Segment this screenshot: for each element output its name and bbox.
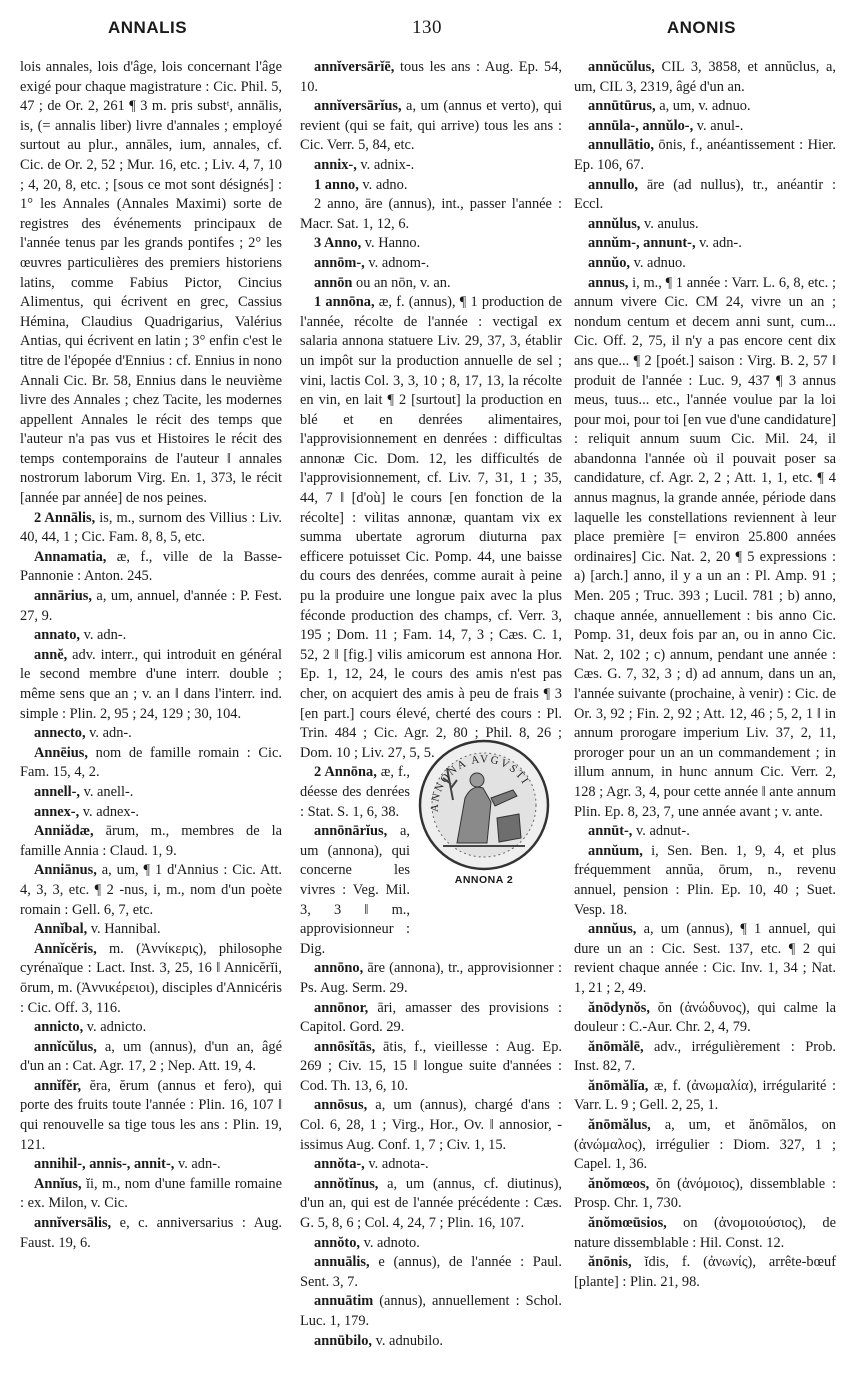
dictionary-entry — [20, 724, 282, 744]
entry-headword: annŏta-, — [314, 1156, 365, 1173]
dictionary-entry — [20, 626, 282, 646]
entry-headword: annŭo, — [588, 254, 630, 271]
dictionary-entry — [574, 176, 836, 215]
dictionary-entry — [574, 274, 836, 823]
entry-body: a, um (annus), d'un an, âgé d'un an : Cat. Agr. 17, 2 ; Nep. Att. 19, 4. — [20, 1038, 282, 1075]
dictionary-entry — [574, 117, 836, 137]
entry-body: ĕra, ĕrum (annus et fero), qui porte des fruits toute l'année : Plin. 16, 107 ‖ qui renouvelle sa tige tous les ans : Plin. 19, 121. — [20, 1077, 282, 1153]
dictionary-entry — [20, 822, 282, 861]
dictionary-entry — [574, 920, 836, 998]
dictionary-entry — [300, 1155, 562, 1175]
entry-headword: annuātim — [314, 1293, 374, 1310]
dictionary-entry — [20, 1155, 282, 1175]
entry-headword: annārius, — [34, 588, 92, 605]
entry-body: v. anell-. — [79, 783, 134, 800]
entry-headword: annūbilo, — [314, 1332, 372, 1349]
dictionary-entry — [20, 940, 282, 1018]
entry-headword: ănōmălĭa, — [588, 1077, 649, 1094]
entry-headword: ănōdynŏs, — [588, 999, 650, 1016]
dictionary-entry — [300, 1292, 562, 1331]
dictionary-entry — [300, 959, 562, 998]
dictionary-entry — [574, 1116, 836, 1175]
entry-headword: annŭum, — [588, 842, 643, 859]
entry-body: ātis, f., vieillesse : Aug. Ep. 269 ; Civ. 15, 15 ‖ longue suite d'années : Cod. Th. 13, 6, 10. — [300, 1038, 562, 1094]
entry-headword: annĕ, — [34, 646, 68, 663]
entry-headword: Annēius, — [34, 744, 88, 761]
entry-body: tous les ans : Aug. Ep. 54, 10. — [300, 59, 562, 95]
entry-headword: annōsus, — [314, 1097, 368, 1114]
dictionary-entry — [300, 58, 562, 97]
dictionary-entry — [574, 97, 836, 117]
entry-body: ārum, m., membres de la famille Annia : Claud. 1, 9. — [20, 823, 282, 859]
dictionary-entry — [20, 744, 282, 783]
dictionary-entry — [300, 1175, 562, 1234]
dictionary-entry — [574, 234, 836, 254]
dictionary-entry — [300, 1253, 562, 1292]
dictionary-entry — [300, 1038, 562, 1097]
entry-headword: annūt-, — [588, 823, 633, 840]
entry-headword: ănōnis, — [588, 1254, 632, 1271]
entry-headword: ănŏmœūsios, — [588, 1215, 667, 1232]
entry-body: v. Hannibal. — [87, 921, 161, 938]
dictionary-entry — [574, 136, 836, 175]
column-3 — [574, 58, 836, 1292]
entry-body: a, um (annona), qui concerne les vivres : Veg. Mil. 3, 3 ‖ m., approvisionneur : Dig. — [300, 823, 410, 957]
entry-headword: annōsĭtās, — [314, 1038, 376, 1055]
entry-body: on (ἀνομοιούσιος), de nature dissemblable : Hil. Const. 12. — [574, 1215, 836, 1251]
entry-body: v. adn-. — [85, 725, 132, 742]
dictionary-entry — [300, 254, 562, 274]
entry-headword: annuālis, — [314, 1254, 370, 1271]
entry-body: ŏn (ἀνώδυνος), qui calme la douleur : C.-Aur. Chr. 2, 4, 79. — [574, 999, 836, 1036]
entry-headword: annūtūrus, — [588, 98, 656, 115]
entry-body: nom de famille romain : Cic. Fam. 15, 4, 2. — [20, 744, 282, 781]
entry-headword: Annĭcĕris, — [34, 940, 97, 957]
entry-body: v. adn-. — [695, 235, 742, 252]
entry-body: (annus), annuellement : Schol. Luc. 1, 179. — [300, 1293, 562, 1329]
entry-headword: annix-, — [314, 156, 357, 173]
entry-headword: annŭm-, annunt-, — [588, 235, 696, 252]
entry-body: m. (Ἀννίκερις), philosophe cyrénaïque : Lact. Inst. 3, 25, 16 ‖ Annicĕrĭi, ōrum, m. (Ἀννικέρειοι), disciples d'Annicéris : Cic. Off. 3, 116. — [20, 940, 282, 1016]
entry-headword: annullo, — [588, 176, 638, 193]
entry-headword: annŏtĭnus, — [314, 1175, 379, 1192]
entry-body: CIL 3, 3858, et annŭclus, a, um, CIL 3, 2319, âgé d'un an. — [574, 59, 836, 95]
entry-body: v. adn-. — [174, 1156, 221, 1173]
entry-body: e (annus), de l'année : Paul. Sent. 3, 7. — [300, 1254, 562, 1290]
entry-body: ĭdis, f. (ἀνωνίς), arrête-bœuf [plante] : Plin. 21, 98. — [574, 1254, 836, 1290]
entry-headword: Annamatia, — [34, 548, 107, 565]
dictionary-entry — [300, 1234, 562, 1254]
dictionary-entry — [20, 783, 282, 803]
entry-body: a, um, ¶ 1 d'Annius : Cic. Att. 4, 3, 3, etc. ¶ 2 -nus, i, m., nom d'un poète romain : Gell. 6, 7, etc. — [20, 862, 282, 918]
entry-body: v. adnota-. — [364, 1156, 429, 1173]
dictionary-entry — [574, 999, 836, 1038]
entry-body: is, m., surnom des Villius : Liv. 40, 44, 1 ; Cic. Fam. 8, 8, 5, etc. — [20, 509, 282, 546]
dictionary-entry — [20, 1038, 282, 1077]
dictionary-entry — [300, 1096, 562, 1155]
dictionary-entry — [20, 587, 282, 626]
entry-headword: 3 Anno, — [314, 235, 362, 252]
entry-headword: annus, — [588, 274, 629, 291]
entry-headword: annŭus, — [588, 921, 637, 938]
dictionary-entry — [574, 1175, 836, 1214]
column-2 — [300, 58, 562, 1351]
entry-body: v. adnoto. — [359, 1234, 420, 1251]
running-head-left: ANNALIS — [108, 18, 188, 37]
entry-body: ou an nōn, v. an. — [352, 274, 451, 291]
dictionary-entry — [300, 234, 562, 254]
entry-body: v. Hanno. — [361, 235, 421, 252]
dictionary-entry — [20, 1018, 282, 1038]
entry-headword: annex-, — [34, 803, 80, 820]
entry-body: v. anulus. — [640, 215, 699, 232]
entry-body: a, um, et ănōmălos, on (ἀνώμαλος), irrégulier : Diom. 327, 1 ; Capel. 1, 36. — [574, 1117, 836, 1173]
dictionary-entry — [574, 1038, 836, 1077]
entry-headword: annŭlus, — [588, 215, 641, 232]
entry-headword: ănōmălē, — [588, 1038, 644, 1055]
dictionary-entry — [574, 1077, 836, 1116]
entry-body: ŏn (ἀνόμοιος), dissemblable : Prosp. Chr. 1, 730. — [574, 1175, 836, 1212]
dictionary-entry — [20, 803, 282, 823]
dictionary-entry — [574, 842, 836, 920]
entry-headword: annōno, — [314, 960, 364, 977]
dictionary-entry — [20, 548, 282, 587]
entry-headword: annecto, — [34, 725, 86, 742]
entry-headword: annōnor, — [314, 999, 369, 1016]
entry-body: a, um (annus), ¶ 1 annuel, qui dure un an : Cic. Sest. 137, etc. ¶ 2 qui revient chaque année : Cic. Inv. 1, 34 ; Nat. 1, 21 ; 2, 49. — [574, 921, 836, 996]
entry-body: v. adno. — [358, 176, 408, 193]
entry-headword: annūla-, annŭlo-, — [588, 117, 694, 134]
coin-legend: ANNONA AVGVSTI — [428, 753, 532, 813]
entry-body: āre (ad nullus), tr., anéantir : Eccl. — [574, 176, 836, 213]
entry-headword: 2 Annōna, — [314, 764, 377, 781]
entry-body: æ, f., ville de la Basse-Pannonie : Anton. 245. — [20, 548, 282, 585]
entry-headword: annŏto, — [314, 1234, 360, 1251]
dictionary-entry — [20, 920, 282, 940]
entry-body: a, um (annus et verto), qui revient (qui se fait, qui arrive) tous les ans : Cic. Verr. 5, 84, etc. — [300, 98, 562, 154]
entry-body: v. adnubilo. — [372, 1332, 444, 1349]
entry-headword: annĭversārĭus, — [314, 98, 402, 115]
annona-coin-figure — [410, 738, 558, 888]
entry-headword: annĭversālis, — [34, 1215, 112, 1232]
entry-body: v. adnuo. — [630, 254, 686, 271]
dictionary-entry — [300, 999, 562, 1038]
dictionary-entry — [20, 1077, 282, 1155]
entry-body: 2 anno, āre (annus), int., passer l'année : Macr. Sat. 1, 12, 6. — [300, 196, 562, 232]
dictionary-entry — [300, 274, 562, 294]
entry-headword: annōnārĭus, — [314, 823, 388, 840]
dictionary-entry — [574, 58, 836, 97]
entry-body: lois annales, lois d'âge, lois concernant l'âge exigé pour chaque magistrature : Cic. Phil. 5, 47 ; de Or. 2, 261 ¶ 3 m. pris substᵗ, annālis, is, (= annalis liber) livre d'annales ; employé surtout au plur., annāles, ium, annales, cf. Cic. de Or. 2, 52 ; Mur. 16, etc. ; Liv. 4, 7, 10 ; 4, 20, 8, etc. ; [sous ce mot sont désignés] : 1° les Annales (Annales Maximi) sorte de registres des événements principaux de l'année tenus par les grands pontifes ; 2° les œuvres particulières des premiers historiens latins, comme Fabius Pictor, Cincius Alimentus, qui écrivent en grec, Cassius Hémina, Claudius Quadrigarius, Valérius Antias, qui écrivent en latin ; 3° enfin c'est le titre de l'épopée d'Ennius : cf. Ennius in nono Annali Cic. Br. 58, Ennius dans le neuvième livre des Annales ; chez Tacite, les modernes appellent Annales le récit des temps que l'auteur n'a pas vus et Histoires le récit des temps contemporains de l'auteur ‖ annales nostrorum laborum Virg. En. 1, 373, le récit [année par année] de nos peines. — [20, 59, 282, 507]
page-header — [0, 18, 854, 48]
dictionary-entry — [20, 1214, 282, 1253]
entry-body: v. adn-. — [79, 627, 127, 644]
entry-headword: 1 anno, — [314, 176, 359, 193]
entry-body: v. anul-. — [693, 117, 744, 134]
entry-body: e, c. anniversarius : Aug. Faust. 19, 6. — [20, 1215, 282, 1251]
dictionary-entry — [300, 293, 562, 763]
entry-headword: 1 annōna, — [314, 294, 375, 311]
entry-headword: annĭfĕr, — [34, 1077, 82, 1094]
entry-headword: annĭversārĭē, — [314, 59, 395, 75]
entry-headword: ănŏmœos, — [588, 1175, 650, 1192]
entry-headword: annell-, — [34, 783, 80, 800]
column-1 — [20, 58, 282, 1253]
figure-caption: ANNONA 2 — [454, 874, 514, 886]
dictionary-entry — [574, 1253, 836, 1292]
entry-body: æ, f., déesse des denrées : Stat. S. 1, 6, 38. — [300, 764, 410, 820]
entry-headword: Annĭus, — [34, 1175, 82, 1192]
dictionary-entry — [574, 215, 836, 235]
entry-body: a, um (annus), chargé d'ans : Col. 6, 28, 1 ; Virg., Hor., Ov. ‖ annosior, -issimus Aug. Conf. 1, 7 ; Civ. 1, 15. — [300, 1097, 562, 1153]
entry-body: adv. interr., qui introduit en général le second membre d'une interr. double ; même sens que an ; v. an ‖ dans l'interr. ind. simple : Plin. 2, 95 ; 24, 129 ; 30, 104. — [20, 646, 282, 722]
entry-body: v. adnom-. — [364, 254, 430, 271]
entry-body: æ, f. (ἀνωμαλία), irrégularité : Varr. L. 9 ; Gell. 2, 25, 1. — [574, 1077, 836, 1114]
page-number: 130 — [412, 17, 442, 38]
dictionary-entry — [20, 1175, 282, 1214]
dictionary-entry — [300, 176, 562, 196]
entry-body: v. adnicto. — [83, 1019, 147, 1036]
entry-body: v. adnix-. — [356, 156, 415, 173]
entry-headword: annato, — [34, 627, 80, 644]
entry-body: a, um (annus, cf. diutinus), d'un an, qui est de l'année précédente : Cæs. G. 5, 8, 6 ; Col. 4, 24, 7 ; Plin. 16, 107. — [300, 1175, 562, 1232]
dictionary-entry — [20, 646, 282, 724]
dictionary-entry — [300, 1332, 562, 1352]
entry-headword: Anniānus, — [34, 862, 97, 879]
entry-body: a, um, annuel, d'année : P. Fest. 27, 9. — [20, 588, 282, 624]
dictionary-entry — [574, 1214, 836, 1253]
entry-headword: annĭcŭlus, — [34, 1038, 97, 1055]
dictionary-entry — [20, 509, 282, 548]
entry-body: v. adnut-. — [632, 823, 690, 840]
entry-body: āri, amasser des provisions : Capitol. Gord. 29. — [300, 999, 562, 1036]
entry-headword: annihil-, annis-, annit-, — [34, 1156, 175, 1173]
dictionary-entry — [574, 254, 836, 274]
entry-body: ĭi, m., nom d'une famille romaine : ex. Milon, v. Cic. — [20, 1175, 282, 1212]
dictionary-entry — [574, 822, 836, 842]
entry-body: ōnis, f., anéantissement : Hier. Ep. 106, 67. — [574, 137, 836, 173]
dictionary-entry — [20, 58, 282, 509]
entry-headword: Annĭbal, — [34, 921, 88, 938]
entry-body: āre (annona), tr., approvisionner : Ps. Aug. Serm. 29. — [300, 960, 562, 996]
entry-headword: annŭcŭlus, — [588, 59, 655, 75]
entry-headword: annōm-, — [314, 254, 365, 271]
running-head-right: ANONIS — [666, 18, 736, 37]
annona-coin-icon — [417, 738, 551, 872]
entry-headword: annōn — [314, 274, 353, 291]
entry-headword: annicto, — [34, 1019, 84, 1036]
dictionary-entry — [300, 156, 562, 176]
dictionary-entry — [300, 97, 562, 156]
entry-headword: 2 Annālis, — [34, 509, 96, 526]
entry-body: v. adnex-. — [79, 803, 139, 820]
entry-body: a, um, v. adnuo. — [655, 98, 751, 115]
entry-body: adv., irrégulièrement : Prob. Inst. 82, 7. — [574, 1038, 836, 1075]
entry-body: i, m., ¶ 1 année : Varr. L. 6, 8, etc. ; annum vivere Cic. CM 24, vivre un an ; nondum centum et decem anni sunt, cum... Cic. Off. 2, 75, il n'y a pas encore cent dix ans que... ¶ 2 [poét.] saison : Virg. B. 2, 57 ‖ produit de l'année : Luc. 9, 437 ¶ 3 annus meus, tuus... etc., l'année voulue par la loi pour moi, pour toi [en vue d'une candidature] : reliquit annum suum Cic. Mil. 24, il abandonna l'année où il pouvait poser sa candidature, cf. Agr. 2, 2 ; Att. 1, 1, etc. ¶ 4 annus magnus, la grande année, période dans laquelle les constellations reviennent à leur place première [= environ 25.800 années ordinaires] Cic. Nat. 2, 20 ¶ 5 expressions : a) [arch.] anno, il y a un an : Pl. Amp. 91 ; Men. 205 ; Truc. 393 ; Lucil. 781 ; b) anno, chaque année, annuellement : bis anno Cic. Pomp. 31, deux fois par an, ou in anno Cic. Nat. 2, 102 ; c) annum, pendant une année : Cæs. G. 7, 32, 3 ; d) ad annum, dans un an, l'année suivante (prochaine, à venir) : Cic. de Or. 3, 92 ; Fin. 2, 92 ; Att. 12, 46 ; 5, 2, 1 ‖ in annum prorogare imperium Liv. 37, 2, 11, proroger pour un an un commandement ; in illum annum, in hunc annum Cic. Verr. 2, 128 ; Agr. 3, 4, pour cette année ‖ ante annum Plin. Ep. 8, 23, 7, une année avant ; v. ante. — [574, 274, 836, 820]
dictionary-entry — [20, 861, 282, 920]
entry-headword: annullātio, — [588, 137, 654, 154]
entry-body: i, Sen. Ben. 1, 9, 4, et plus fréquemment annŭa, ōrum, n., revenu annuel, pension : Plin. Ep. 10, 40 ; Suet. Vesp. 18. — [574, 842, 836, 918]
entry-headword: ănōmălus, — [588, 1117, 651, 1134]
entry-body: æ, f. (annus), ¶ 1 production de l'année, récolte de l'année : vectigal ex salaria annona statuere Liv. 29, 37, 3, établir un impôt sur la production annuelle de sel ; vini, lactis Col. 3, 3, 10 ; 8, 17, 13, la récolte en vin, en lait ¶ 2 [surtout] la production en blé et en denrées alimentaires, l'approvisionnement en denrées : difficultas annonæ Cic. Dom. 12, les difficultés de l'approvisionnement, cf. Liv. 7, 31, 1 ; 35, 44, 7 ‖ [d'où] le cours [en fonction de la récolte] : vilitas annonæ, quantam vix ex summa ubertate agrorum diuturna pax efficere potuisset Cic. Pomp. 44, une baisse du cours des denrées, comme aurait à peine pu la produire une longue paix avec la plus féconde production des champs, cf. Verr. 3, 195 ; Dom. 11 ; Fam. 14, 7, 3 ; Cæs. C. 1, 52, 2 ‖ [fig.] vilis amicorum est annona Hor. Ep. 1, 12, 24, le cours des amis n'est pas cher, on acquiert des amis à peu de frais ¶ 3 [en part.] cours élevé, cherté des cours : Pl. Trin. 484 ; Cic. Agr. 2, 80 ; Phil. 8, 26 ; Dom. 10 ; Liv. 27, 5, 5. — [300, 294, 562, 761]
dictionary-entry — [300, 195, 562, 234]
entry-headword: Anniădæ, — [34, 823, 94, 840]
